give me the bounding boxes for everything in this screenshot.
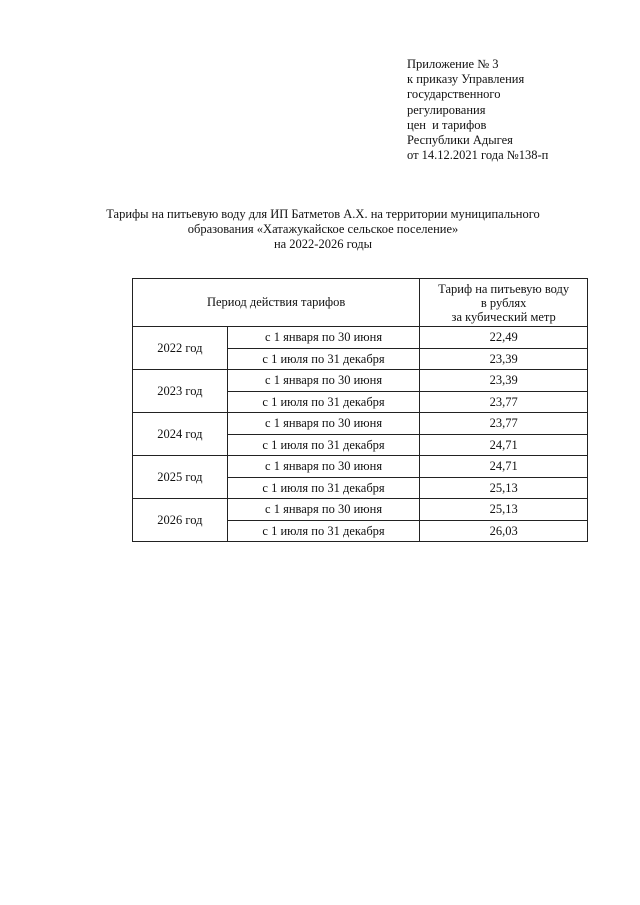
table-row	[133, 370, 588, 392]
appendix-line: государственного	[407, 87, 501, 102]
period-cell: с 1 января по 30 июня	[227, 499, 420, 521]
header-tariff	[420, 279, 588, 327]
table-row	[133, 413, 588, 435]
appendix-line: Республики Адыгея	[407, 133, 513, 148]
year-cell: 2025 год	[133, 456, 228, 499]
tariff-value: 24,71	[420, 434, 588, 456]
appendix-line: Приложение № 3	[407, 57, 499, 71]
year-cell: 2026 год	[133, 499, 228, 542]
title-line: образования «Хатажукайское сельское поселение»	[187, 222, 459, 236]
tariff-value: 24,71	[420, 456, 588, 478]
year-cell: 2022 год	[133, 327, 228, 370]
period-cell: с 1 июля по 31 декабря	[227, 434, 420, 456]
tariff-value: 22,49	[420, 327, 588, 349]
year-cell: 2023 год	[133, 370, 228, 413]
period-cell: с 1 июля по 31 декабря	[227, 391, 420, 413]
period-cell: с 1 января по 30 июня	[227, 413, 420, 435]
tariff-value: 23,77	[420, 391, 588, 413]
tariff-value: 23,39	[420, 348, 588, 370]
header-tariff-line: Тариф на питьевую воду	[438, 281, 570, 296]
tariff-table	[132, 278, 588, 542]
appendix-block	[407, 57, 607, 163]
appendix-line: регулирования	[407, 102, 486, 117]
table-header-row	[133, 279, 588, 327]
tariff-value: 25,13	[420, 477, 588, 499]
appendix-line: цен и тарифов	[407, 117, 487, 132]
appendix-line: от 14.12.2021 года №138-п	[407, 148, 549, 163]
title-line: Тарифы на питьевую воду для ИП Батметов А.Х. на территории муниципального	[106, 207, 540, 221]
appendix-line: к приказу Управления	[407, 72, 525, 87]
period-cell: с 1 июля по 31 декабря	[227, 520, 420, 542]
header-period: Период действия тарифов	[133, 279, 420, 327]
tariff-value: 23,39	[420, 370, 588, 392]
period-cell: с 1 июля по 31 декабря	[227, 477, 420, 499]
table-row	[133, 499, 588, 521]
title-line: на 2022-2026 годы	[273, 237, 373, 251]
tariff-value: 23,77	[420, 413, 588, 435]
table-row	[133, 327, 588, 349]
period-cell: с 1 июля по 31 декабря	[227, 348, 420, 370]
header-tariff-line: в рублях	[480, 295, 527, 310]
year-cell: 2024 год	[133, 413, 228, 456]
period-cell: с 1 января по 30 июня	[227, 327, 420, 349]
document-title	[80, 207, 566, 252]
header-tariff-line: за кубический метр	[451, 309, 556, 324]
table-row	[133, 456, 588, 478]
tariff-value: 26,03	[420, 520, 588, 542]
period-cell: с 1 января по 30 июня	[227, 370, 420, 392]
tariff-value: 25,13	[420, 499, 588, 521]
period-cell: с 1 января по 30 июня	[227, 456, 420, 478]
